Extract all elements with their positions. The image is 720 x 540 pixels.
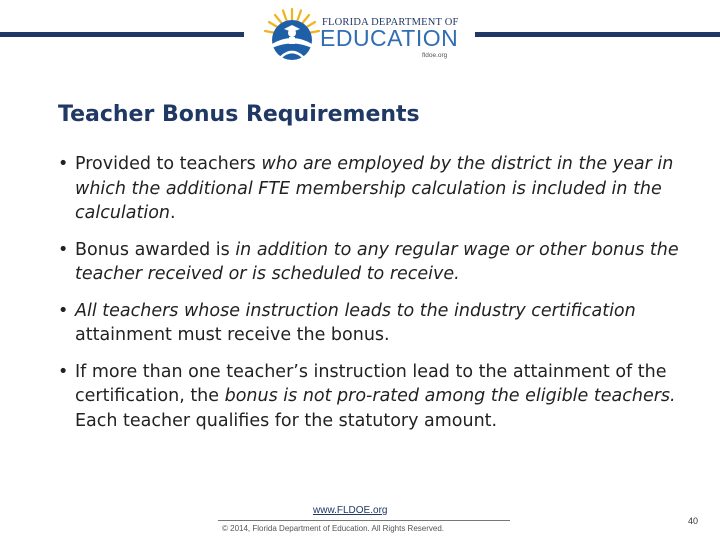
bullet-text-segment: attainment must receive the bonus. [75, 325, 390, 345]
footer-copyright: © 2014, Florida Department of Education. All Rights Reserved. [222, 524, 445, 533]
bullet-dot-icon: • [58, 300, 69, 321]
page-title: Teacher Bonus Requirements [58, 102, 420, 127]
footer-divider [218, 520, 510, 521]
bullet-dot-icon: • [58, 361, 69, 382]
page-number: 40 [688, 516, 699, 526]
bullet-text-segment: Each teacher qualifies for the statutory amount. [75, 410, 498, 431]
logo-education-text: EDUCATION [320, 25, 459, 51]
header-bar-right [475, 32, 720, 37]
bullet-text-segment: bonus is not pro-rated among the eligible teachers. [224, 386, 676, 406]
logo-url-text: fldoe.org [422, 52, 448, 59]
bullet-text-segment: Provided to teachers [75, 154, 262, 174]
bullet-text-segment: . [170, 203, 176, 223]
bullet-item [58, 238, 688, 287]
bullet-list [58, 152, 688, 445]
bullet-text-segment: All teachers whose instruction leads to the industry certification [75, 300, 636, 321]
graduate-sun-emblem-icon [262, 6, 322, 66]
bullet-text-segment: who are employed by the district in the year in which the additional FTE membership calculation is included in the calculation [75, 154, 674, 223]
bullet-dot-icon: • [58, 239, 69, 260]
bullet-text-segment: in addition to any regular wage or other bonus the teacher received or is scheduled to receive. [75, 239, 679, 284]
footer-url-link[interactable]: www.FLDOE.org [313, 505, 388, 516]
bullet-item [58, 152, 688, 226]
bullet-text-segment: Bonus awarded is [75, 239, 236, 260]
header-bar-left [0, 32, 244, 37]
fldoe-logo [262, 6, 462, 66]
bullet-item [58, 360, 688, 434]
bullet-item [58, 299, 688, 348]
bullet-dot-icon: • [58, 154, 69, 174]
logo-department-text: FLORIDA DEPARTMENT OF [322, 17, 459, 28]
bullet-text-segment: If more than one teacher’s instruction lead to the attainment of the certification, the [75, 361, 667, 406]
